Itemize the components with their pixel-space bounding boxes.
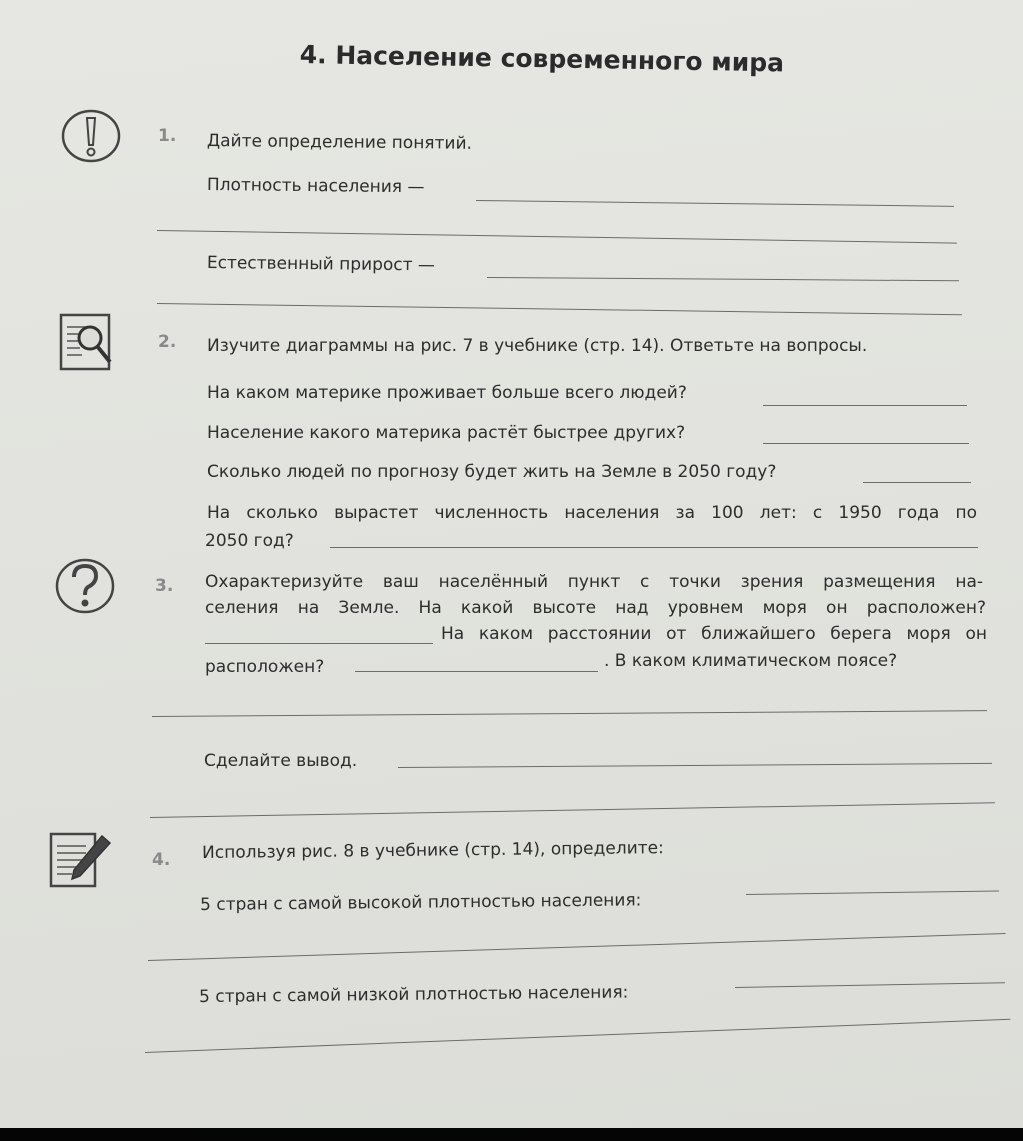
task-number: 3. — [155, 576, 174, 596]
task-prompt: Охарактеризуйте ваш населённый пункт с точки зрения размещения на- — [205, 572, 983, 592]
question-text: 2050 год? — [205, 531, 294, 551]
question-icon — [54, 557, 116, 619]
task-prompt: селения на Земле. На какой высоте над уровнем моря он расположен? — [205, 598, 986, 618]
answer-line[interactable] — [150, 802, 995, 818]
task-prompt: Изучите диаграммы на рис. 7 в учебнике (стр. 14). Ответьте на вопросы. — [207, 336, 868, 356]
question-text: На сколько вырастет численность населения за 100 лет: с 1950 года по — [207, 503, 977, 523]
answer-line[interactable] — [145, 1019, 1010, 1053]
conclusion-label: Сделайте вывод. — [204, 751, 358, 771]
bottom-black-bar — [0, 1128, 1023, 1141]
page-title: 4. Население современного мира — [299, 40, 785, 78]
answer-line[interactable] — [763, 443, 969, 444]
answer-line[interactable] — [398, 763, 992, 768]
answer-line[interactable] — [205, 643, 433, 644]
task-prompt: Используя рис. 8 в учебнике (стр. 14), определите: — [202, 838, 664, 863]
pencil-notepad-icon — [48, 830, 112, 894]
task-number: 4. — [152, 850, 171, 870]
exclamation-icon — [60, 108, 122, 168]
answer-line[interactable] — [487, 277, 959, 281]
term-label: Плотность населения — — [206, 175, 425, 198]
question-text: 5 стран с самой низкой плотностью населения: — [199, 982, 629, 1007]
answer-line[interactable] — [148, 933, 1006, 961]
answer-line[interactable] — [157, 303, 962, 315]
task-prompt: На каком расстоянии от ближайшего берега моря он — [441, 624, 987, 644]
magnifier-document-icon — [58, 312, 114, 376]
question-text: На каком материке проживает больше всего людей? — [207, 383, 687, 403]
task-prompt: . В каком климатическом поясе? — [604, 651, 898, 671]
answer-line[interactable] — [355, 671, 598, 672]
answer-line[interactable] — [735, 982, 1005, 988]
answer-line[interactable] — [746, 890, 999, 895]
task-number: 1. — [158, 126, 177, 146]
answer-line[interactable] — [763, 405, 967, 406]
answer-line[interactable] — [863, 482, 971, 483]
answer-line[interactable] — [330, 547, 978, 548]
answer-line[interactable] — [157, 230, 957, 244]
answer-line[interactable] — [152, 710, 987, 717]
question-text: Население какого материка растёт быстрее других? — [207, 423, 686, 443]
task-prompt: расположен? — [205, 657, 325, 677]
task-number: 2. — [158, 332, 177, 352]
term-label: Естественный прирост — — [206, 253, 436, 276]
question-text: 5 стран с самой высокой плотностью населения: — [200, 890, 642, 915]
question-text: Сколько людей по прогнозу будет жить на Земле в 2050 году? — [207, 462, 777, 482]
task-prompt: Дайте определение понятий. — [206, 131, 473, 154]
answer-line[interactable] — [476, 200, 954, 207]
